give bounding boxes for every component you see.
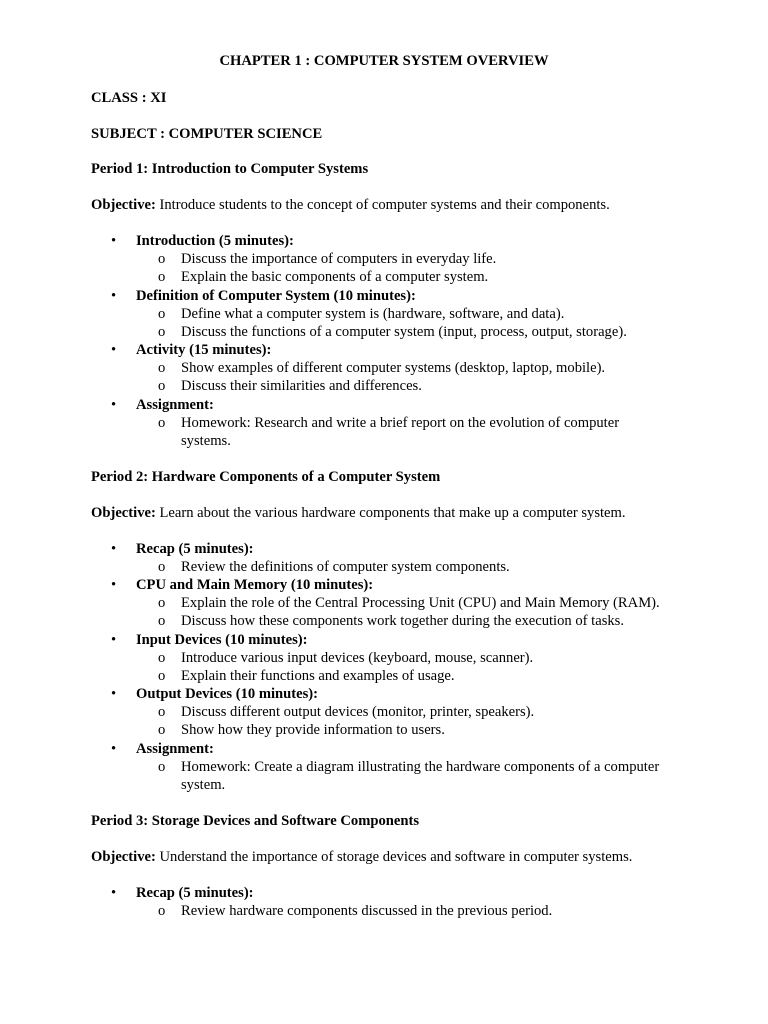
objective-text: Learn about the various hardware components that make up a computer system. xyxy=(155,505,626,521)
sub-bullet-icon: o xyxy=(158,360,166,376)
sub-item: Homework: Create a diagram illustrating the hardware components of a computer system. xyxy=(181,759,660,794)
bullet-icon: • xyxy=(111,577,117,593)
sub-item: Discuss their similarities and differences. xyxy=(181,378,422,394)
sub-bullet-icon: o xyxy=(158,251,166,267)
list-item-title: Assignment: xyxy=(136,741,214,757)
objective-label: Objective: xyxy=(91,505,156,521)
sub-item: Explain their functions and examples of usage. xyxy=(181,668,455,684)
sub-bullet-icon: o xyxy=(158,650,166,666)
bullet-icon: • xyxy=(111,686,117,702)
sub-item: Discuss how these components work together during the execution of tasks. xyxy=(181,613,624,629)
sub-item: Review the definitions of computer system components. xyxy=(181,559,510,575)
period-heading: Period 1: Introduction to Computer Systems xyxy=(91,161,369,177)
bullet-icon: • xyxy=(111,885,117,901)
sub-bullet-icon: o xyxy=(158,613,166,629)
list-item-title: Recap (5 minutes): xyxy=(136,541,254,557)
list-item-title: Assignment: xyxy=(136,397,214,413)
list-item-title: Recap (5 minutes): xyxy=(136,885,254,901)
sub-item: Review hardware components discussed in the previous period. xyxy=(181,903,553,919)
bullet-icon: • xyxy=(111,288,117,304)
period-heading: Period 2: Hardware Components of a Computer System xyxy=(91,469,441,485)
sub-item: Show examples of different computer systems (desktop, laptop, mobile). xyxy=(181,360,606,376)
sub-item: Show how they provide information to users. xyxy=(181,722,445,738)
sub-bullet-icon: o xyxy=(158,722,166,738)
list-item-title: CPU and Main Memory (10 minutes): xyxy=(136,577,374,593)
list-item-title: Output Devices (10 minutes): xyxy=(136,686,319,702)
objective-text: Introduce students to the concept of computer systems and their components. xyxy=(155,197,610,213)
objective-text: Understand the importance of storage devices and software in computer systems. xyxy=(155,849,633,865)
sub-item: Homework: Research and write a brief report on the evolution of computer systems. xyxy=(181,415,620,450)
sub-bullet-icon: o xyxy=(158,704,166,720)
subject-line: SUBJECT : COMPUTER SCIENCE xyxy=(91,126,323,142)
list-item-title: Activity (15 minutes): xyxy=(136,342,272,358)
sub-bullet-icon: o xyxy=(158,559,166,575)
sub-bullet-icon: o xyxy=(158,903,166,919)
sub-item: Discuss different output devices (monitor, printer, speakers). xyxy=(181,704,535,720)
sub-item: Explain the role of the Central Processing Unit (CPU) and Main Memory (RAM). xyxy=(181,595,660,611)
period-heading: Period 3: Storage Devices and Software Components xyxy=(91,813,420,829)
list-item-title: Input Devices (10 minutes): xyxy=(136,632,308,648)
sub-bullet-icon: o xyxy=(158,415,166,431)
objective-line xyxy=(91,848,632,866)
sub-item: Explain the basic components of a computer system. xyxy=(181,269,489,285)
sub-item: Discuss the importance of computers in everyday life. xyxy=(181,251,497,267)
list-item-title: Definition of Computer System (10 minutes): xyxy=(136,288,416,304)
bullet-icon: • xyxy=(111,541,117,557)
sub-item: Define what a computer system is (hardware, software, and data). xyxy=(181,306,565,322)
objective-label: Objective: xyxy=(91,197,156,213)
bullet-icon: • xyxy=(111,741,117,757)
sub-bullet-icon: o xyxy=(158,378,166,394)
sub-bullet-icon: o xyxy=(158,324,166,340)
bullet-icon: • xyxy=(111,233,117,249)
objective-line xyxy=(91,196,610,214)
bullet-icon: • xyxy=(111,342,117,358)
sub-item: Introduce various input devices (keyboard, mouse, scanner). xyxy=(181,650,534,666)
sub-item: Discuss the functions of a computer system (input, process, output, storage). xyxy=(181,324,627,340)
objective-line xyxy=(91,504,626,522)
bullet-icon: • xyxy=(111,397,117,413)
sub-bullet-icon: o xyxy=(158,595,166,611)
sub-bullet-icon: o xyxy=(158,759,166,775)
sub-bullet-icon: o xyxy=(158,668,166,684)
sub-bullet-icon: o xyxy=(158,306,166,322)
bullet-icon: • xyxy=(111,632,117,648)
objective-label: Objective: xyxy=(91,849,156,865)
sub-bullet-icon: o xyxy=(158,269,166,285)
page-title: CHAPTER 1 : COMPUTER SYSTEM OVERVIEW xyxy=(219,53,549,69)
list-item-title: Introduction (5 minutes): xyxy=(136,233,294,249)
class-line: CLASS : XI xyxy=(91,90,167,106)
